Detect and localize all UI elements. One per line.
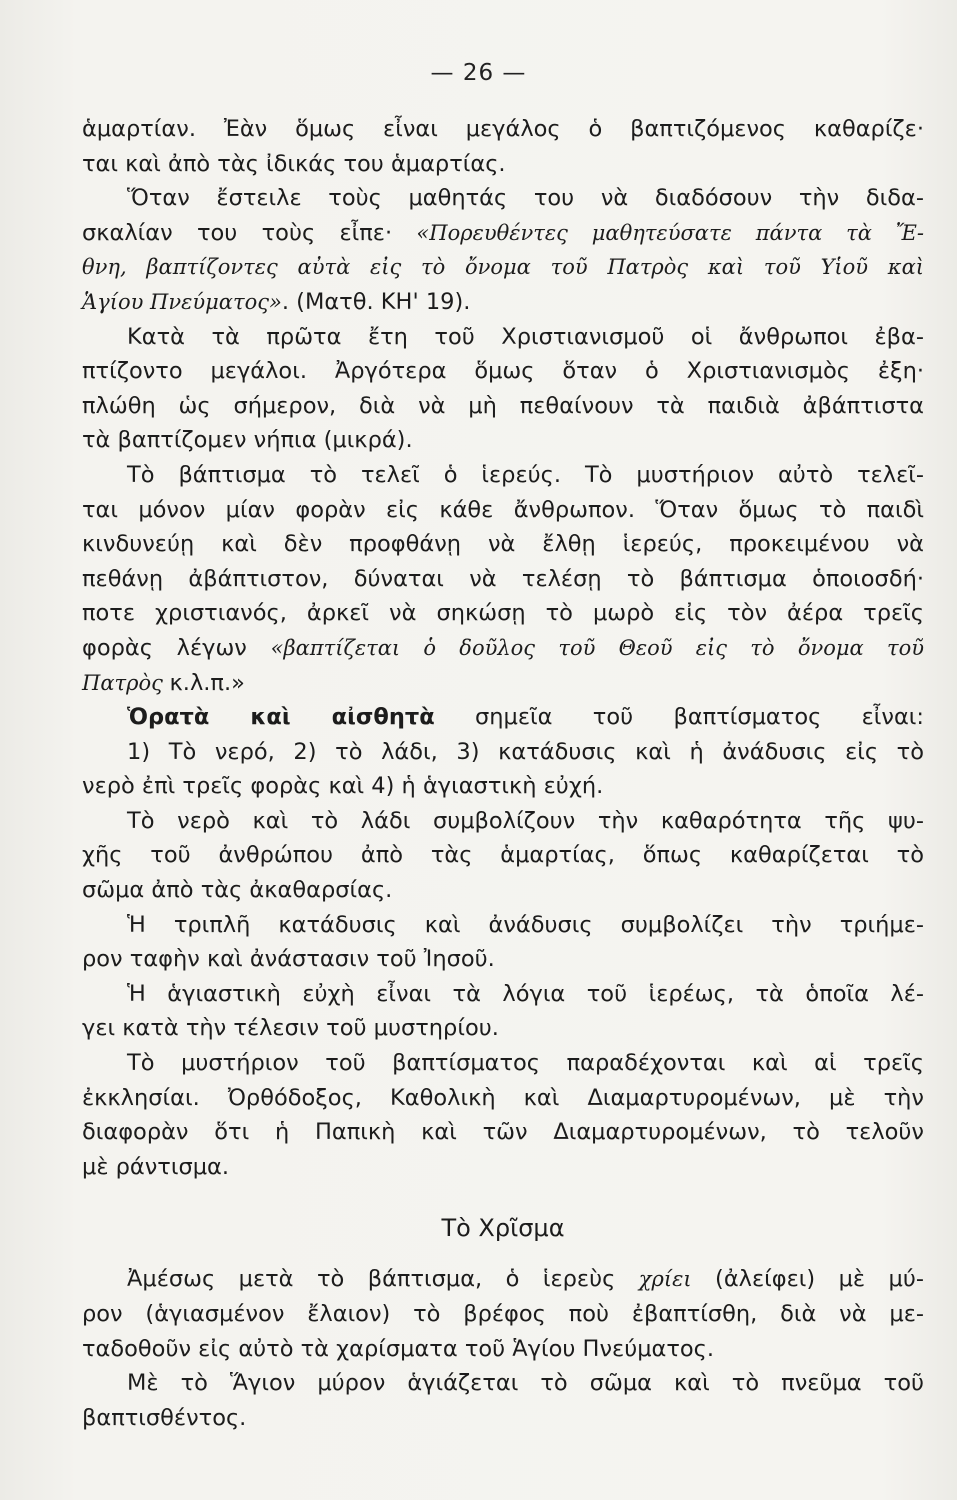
italic-quote: θνη, βαπτίζοντες αὐτὰ εἰς τὸ ὄνομα τοῦ Πατρὸς καὶ τοῦ Υἱοῦ καὶ — [82, 255, 924, 280]
text-run: κ.λ.π.» — [169, 669, 245, 696]
text-line — [82, 666, 924, 701]
text-run: χῆς τοῦ ἀνθρώπου ἀπὸ τὰς ἁμαρτίας, ὅπως καθαρίζεται τὸ — [82, 842, 924, 869]
text-line — [82, 423, 924, 458]
italic-quote: «Πορευθέντες μαθητεύσατε πάντα τὰ Ἔ- — [416, 220, 924, 245]
text-run: Τὸ βάπτισμα τὸ τελεῖ ὁ ἱερεύς. Τὸ μυστήριον αὐτὸ τελεῖ- — [127, 461, 924, 488]
text-run: ταδοθοῦν εἰς αὐτὸ τὰ χαρίσματα τοῦ Ἁγίου Πνεύματος. — [82, 1335, 715, 1362]
text-run: νερὸ ἐπὶ τρεῖς φορὰς καὶ 4) ἡ ἁγιαστικὴ εὐχή. — [82, 773, 604, 800]
text-line — [82, 285, 924, 320]
text-run: Ἡ τριπλῆ κατάδυσις καὶ ἀνάδυσις συμβολίζει τὴν τριήμε- — [127, 911, 924, 938]
text-run: ποτε χριστιανός, ἀρκεῖ νὰ σηκώσῃ τὸ μωρὸ εἰς τὸν ἀέρα τρεῖς — [82, 600, 924, 627]
text-line — [82, 112, 924, 147]
section-heading: Τὸ Χρῖσμα — [441, 1214, 565, 1243]
text-run: σκαλίαν του τοὺς εἶπε· — [82, 219, 417, 246]
text-line — [82, 181, 924, 216]
paragraphs-chrism — [82, 1262, 924, 1435]
italic-quote: «βαπτίζεται ὁ δοῦλος τοῦ Θεοῦ εἰς τὸ ὄνομα τοῦ — [270, 635, 924, 660]
text-line — [82, 1011, 924, 1046]
text-run: ρον ταφὴν καὶ ἀνάστασιν τοῦ Ἰησοῦ. — [82, 946, 495, 973]
text-line — [82, 147, 924, 182]
text-line — [82, 838, 924, 873]
text-run: Ἡ ἁγιαστικὴ εὐχὴ εἶναι τὰ λόγια τοῦ ἱερέως, τὰ ὁποῖα λέ- — [127, 980, 924, 1007]
text-run: Ὅταν ἔστειλε τοὺς μαθητάς του νὰ διαδόσουν τὴν διδα- — [127, 185, 924, 212]
text-run: τὰ βαπτίζομεν νήπια (μικρά). — [82, 427, 413, 454]
text-line — [82, 1150, 924, 1185]
text-line — [82, 631, 924, 666]
italic-quote: χρίει — [638, 1267, 692, 1292]
text-line — [82, 942, 924, 977]
text-run: διαφορὰν ὅτι ἡ Παπικὴ καὶ τῶν Διαμαρτυρομένων, τὸ τελοῦν — [82, 1119, 924, 1146]
text-run: σῶμα ἀπὸ τὰς ἀκαθαρσίας. — [82, 877, 393, 904]
bold-phrase: Ὁρατὰ καὶ αἰσθητὰ — [127, 704, 435, 731]
text-run: ρον (ἁγιασμένον ἔλαιον) τὸ βρέφος ποὺ ἐβαπτίσθη, διὰ νὰ με- — [82, 1301, 924, 1327]
text-line — [82, 735, 924, 770]
text-run: Τὸ μυστήριον τοῦ βαπτίσματος παραδέχονται καὶ αἱ τρεῖς — [127, 1050, 924, 1077]
text-run: ἁμαρτίαν. Ἐὰν ὅμως εἶναι μεγάλος ὁ βαπτιζόμενος καθαρίζε· — [82, 116, 924, 142]
text-line — [82, 1081, 924, 1116]
text-line — [82, 873, 924, 908]
italic-quote: Ἁγίου Πνεύματος» — [82, 289, 282, 314]
text-run: μὲ ράντισμα. — [82, 1153, 230, 1180]
text-run: πτίζοντο μεγάλοι. Ἀργότερα ὅμως ὅταν ὁ Χριστιανισμὸς ἐξη· — [82, 358, 924, 385]
text-run: (ἀλείφει) μὲ μύ- — [691, 1266, 925, 1293]
text-line — [82, 700, 924, 735]
text-run: σημεῖα τοῦ βαπτίσματος εἶναι: — [434, 704, 924, 731]
text-line — [82, 1115, 924, 1150]
text-line — [82, 250, 924, 285]
text-run: . (Ματθ. ΚΗ' 19). — [281, 288, 471, 315]
text-line — [82, 527, 924, 562]
text-line — [82, 216, 924, 251]
italic-quote: Πατρὸς — [82, 670, 170, 695]
text-line — [82, 1297, 924, 1332]
text-line — [82, 596, 924, 631]
text-line — [82, 769, 924, 804]
text-run: Μὲ τὸ Ἅγιον μύρον ἁγιάζεται τὸ σῶμα καὶ τὸ πνεῦμα τοῦ — [127, 1370, 924, 1397]
text-run: ται καὶ ἀπὸ τὰς ἰδικάς του ἁμαρτίας. — [82, 150, 506, 177]
text-run: φορὰς λέγων — [82, 634, 271, 661]
page-text — [82, 112, 924, 1435]
text-run: βαπτισθέντος. — [82, 1404, 247, 1431]
paragraphs-baptism — [82, 112, 924, 1184]
text-run: ἐκκλησίαι. Ὀρθόδοξος, Καθολικὴ καὶ Διαμαρτυρομένων, μὲ τὴν — [82, 1084, 924, 1111]
text-line — [82, 1332, 924, 1367]
text-line — [82, 1401, 924, 1436]
text-line — [82, 493, 924, 528]
text-line — [82, 320, 924, 355]
text-line — [82, 389, 924, 424]
text-line — [82, 1366, 924, 1401]
text-run: κινδυνεύῃ καὶ δὲν προφθάνῃ νὰ ἔλθῃ ἱερεύς, προκειμένου νὰ — [82, 531, 924, 558]
text-run: Ἀμέσως μετὰ τὸ βάπτισμα, ὁ ἱερεὺς — [127, 1266, 639, 1293]
text-line — [82, 977, 924, 1012]
text-line — [82, 354, 924, 389]
text-run: Κατὰ τὰ πρῶτα ἔτη τοῦ Χριστιανισμοῦ οἱ ἄνθρωποι ἐβα- — [127, 323, 924, 350]
text-line — [82, 458, 924, 493]
text-run: γει κατὰ τὴν τέλεσιν τοῦ μυστηρίου. — [82, 1015, 499, 1042]
text-line — [82, 804, 924, 839]
page-number: — 26 — — [430, 60, 527, 86]
text-run: πλώθη ὡς σήμερον, διὰ νὰ μὴ πεθαίνουν τὰ παιδιὰ ἀβάπτιστα — [82, 392, 924, 419]
text-line — [82, 1262, 924, 1297]
text-run: 1) Τὸ νερό, 2) τὸ λάδι, 3) κατάδυσις καὶ ἡ ἀνάδυσις εἰς τὸ — [127, 738, 924, 765]
text-line — [82, 908, 924, 943]
text-line — [82, 1046, 924, 1081]
text-run: πεθάνῃ ἀβάπτιστον, δύναται νὰ τελέσῃ τὸ βάπτισμα ὁποιοσδή· — [82, 565, 924, 592]
text-line — [82, 562, 924, 597]
text-run: Τὸ νερὸ καὶ τὸ λάδι συμβολίζουν τὴν καθαρότητα τῆς ψυ- — [127, 807, 924, 834]
text-run: ται μόνον μίαν φορὰν εἰς κάθε ἄνθρωπον. Ὅταν ὅμως τὸ παιδὶ — [82, 496, 924, 523]
